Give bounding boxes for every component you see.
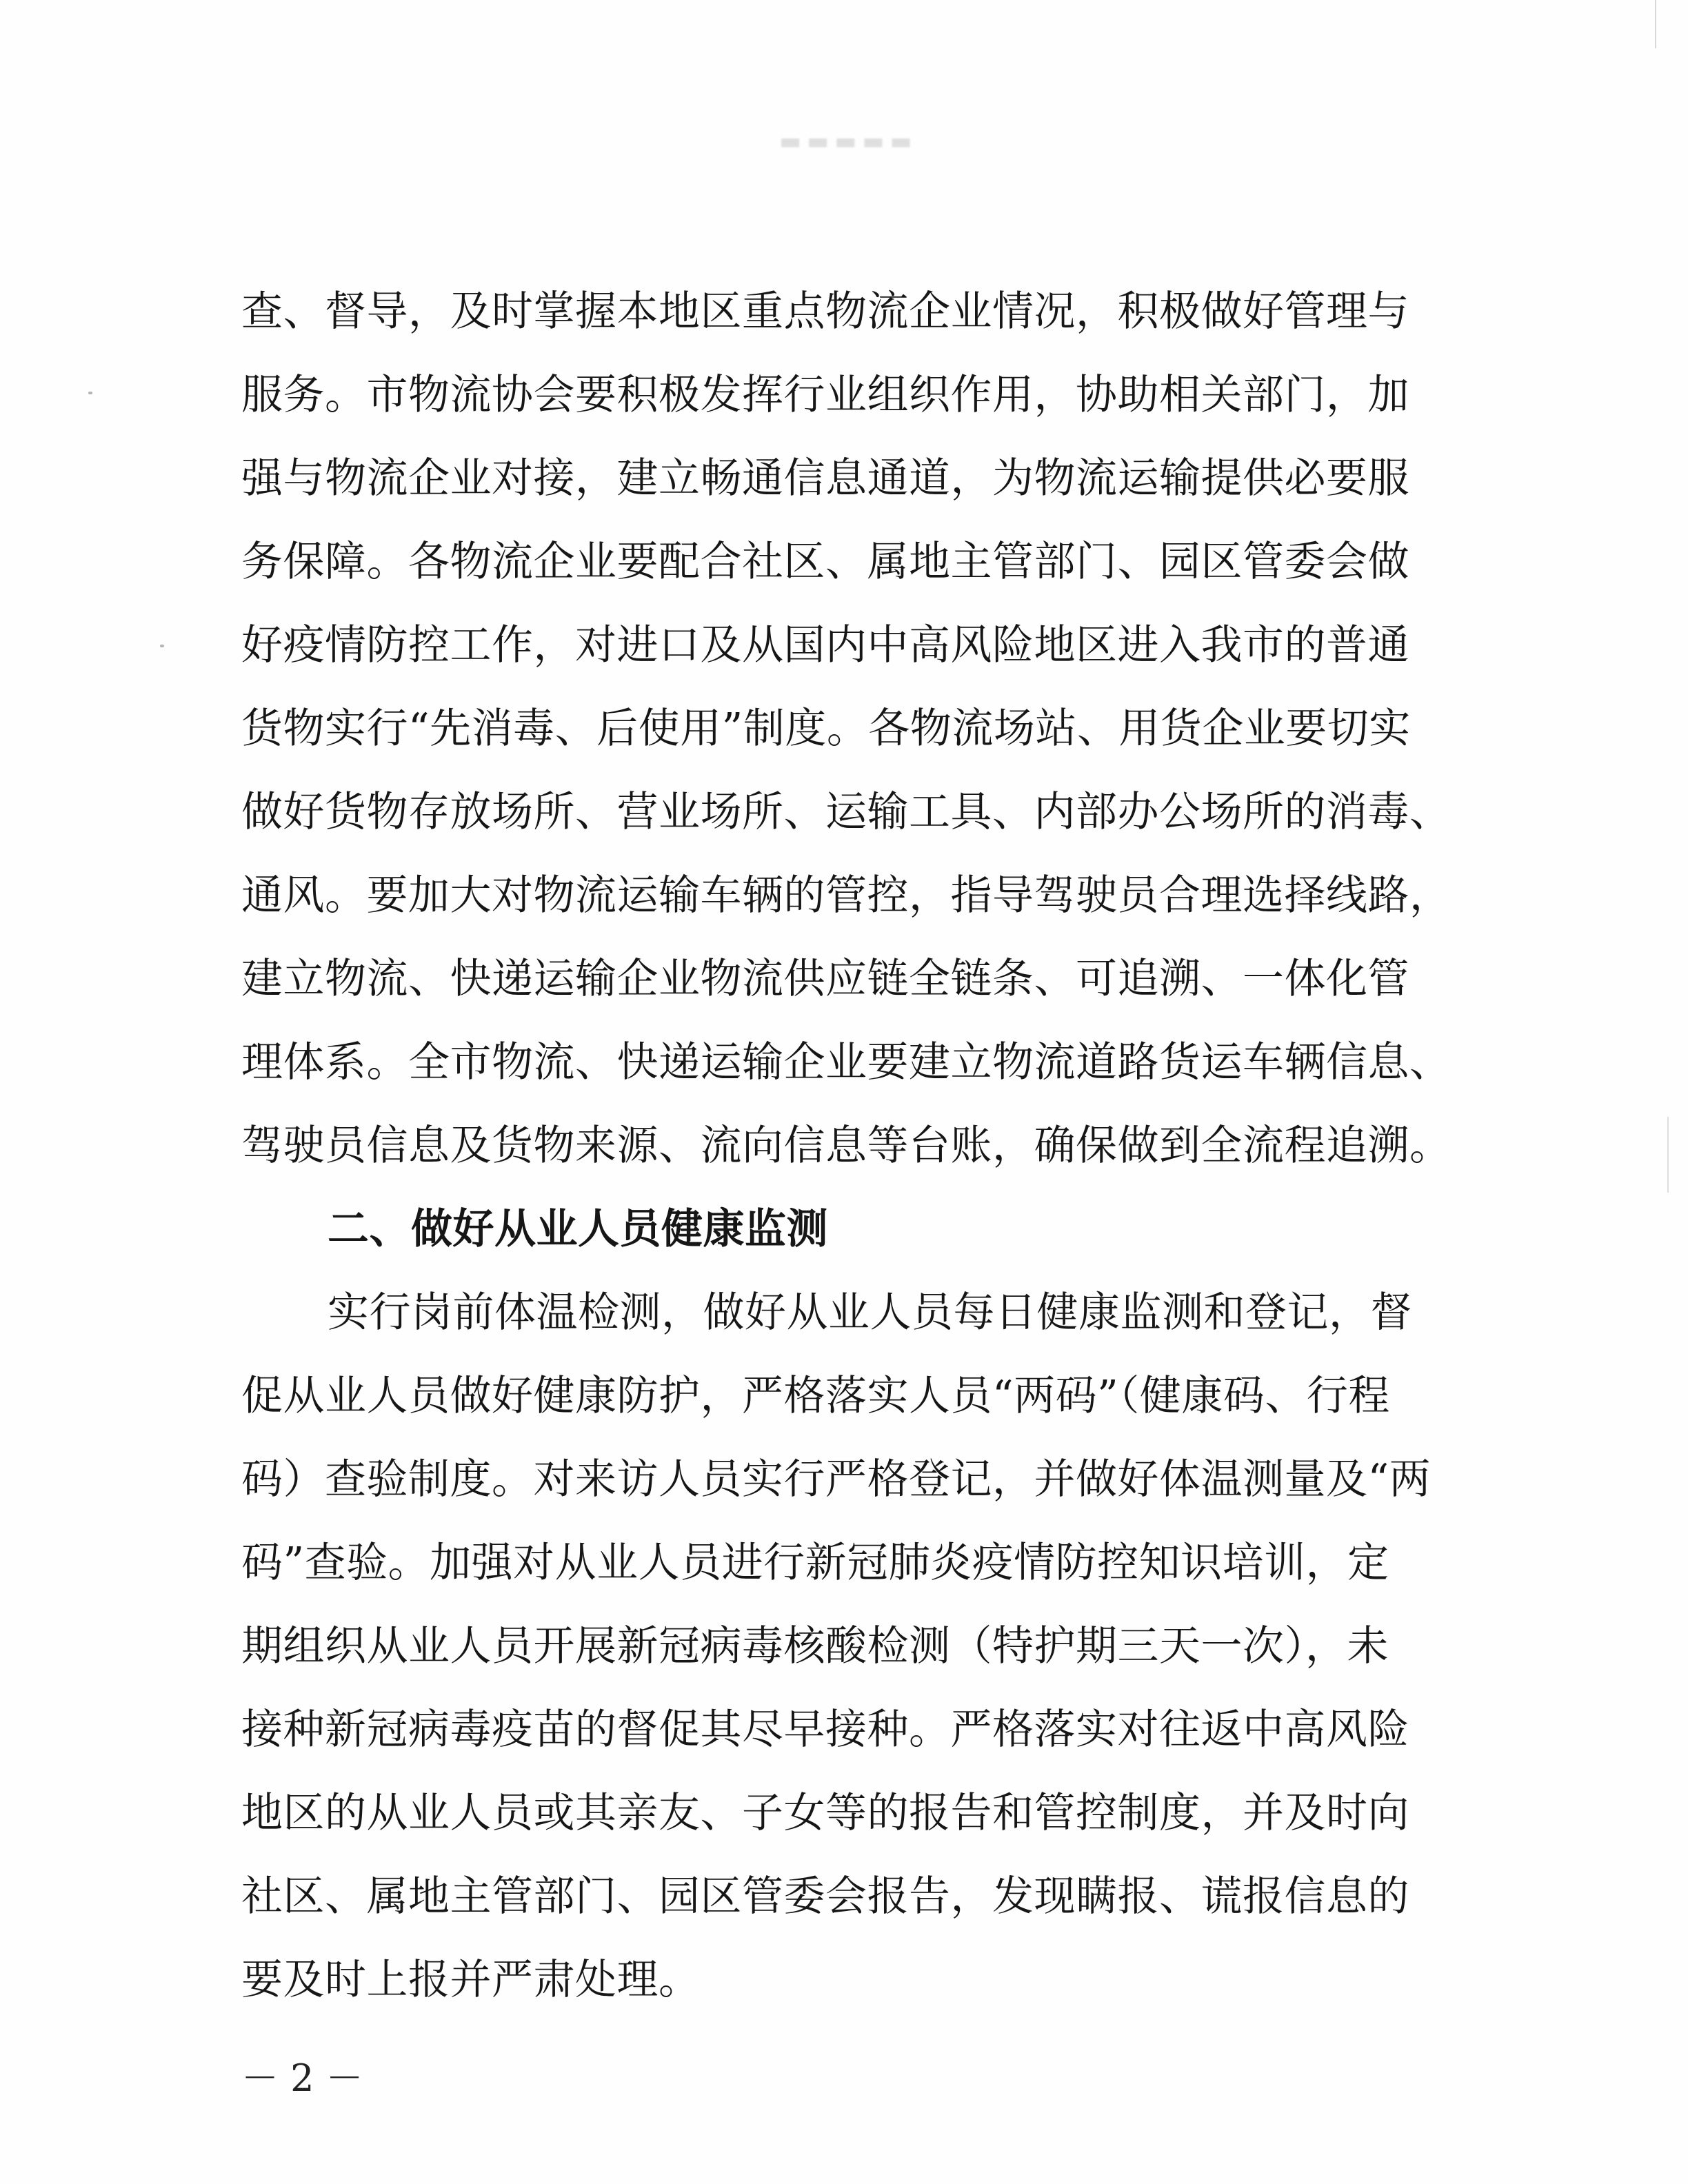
paragraph-line: 查、督导，及时掌握本地区重点物流企业情况，积极做好管理与 (241, 287, 1409, 336)
paragraph-line: 好疫情防控工作，对进口及从国内中高风险地区进入我市的普通 (241, 621, 1409, 669)
scan-edge-mark (1655, 0, 1656, 48)
paragraph-line: 接种新冠病毒疫苗的督促其尽早接种。严格落实对往返中高风险 (241, 1706, 1409, 1754)
paragraph-line: 服务。市物流协会要积极发挥行业组织作用，协助相关部门，加 (241, 371, 1409, 419)
faded-stamp-mark: ▬▬▬▬▬ (779, 128, 918, 155)
paragraph-line: 务保障。各物流企业要配合社区、属地主管部门、园区管委会做 (241, 538, 1409, 586)
page-number: － 2 － (241, 2056, 363, 2100)
paragraph-line: 码”查验。加强对从业人员进行新冠肺炎疫情防控知识培训，定 (241, 1539, 1389, 1587)
paragraph-line: 理体系。全市物流、快递运输企业要建立物流道路货运车辆信息、 (241, 1038, 1451, 1086)
scan-speck (160, 645, 164, 647)
paragraph-line: 建立物流、快递运输企业物流供应链全链条、可追溯、一体化管 (241, 955, 1409, 1003)
paragraph-line: 驾驶员信息及货物来源、流向信息等台账，确保做到全流程追溯。 (241, 1122, 1451, 1170)
scan-speck (88, 392, 92, 394)
paragraph-line: 货物实行“先消毒、后使用”制度。各物流场站、用货企业要切实 (241, 705, 1411, 753)
body-text (241, 270, 1451, 2022)
paragraph-line: 码）查验制度。对来访人员实行严格登记，并做好体温测量及“两 (241, 1455, 1431, 1504)
paragraph-line: 实行岗前体温检测，做好从业人员每日健康监测和登记，督 (328, 1288, 1412, 1337)
scan-edge-mark (1667, 1117, 1669, 1193)
paragraph-line: 通风。要加大对物流运输车辆的管控，指导驾驶员合理选择线路， (241, 871, 1451, 920)
paragraph-line: 强与物流企业对接，建立畅通信息通道，为物流运输提供必要服 (241, 454, 1409, 503)
paragraph-line: 要及时上报并严肃处理。 (241, 1956, 701, 2004)
paragraph-line: 期组织从业人员开展新冠病毒核酸检测（特护期三天一次），未 (241, 1622, 1389, 1670)
paragraph-line: 社区、属地主管部门、园区管委会报告，发现瞒报、谎报信息的 (241, 1872, 1409, 1921)
paragraph-line: 促从业人员做好健康防护，严格落实人员“两码”（健康码、行程 (241, 1372, 1390, 1420)
paragraph-line: 做好货物存放场所、营业场所、运输工具、内部办公场所的消毒、 (241, 788, 1451, 836)
paragraph-line: 地区的从业人员或其亲友、子女等的报告和管控制度，并及时向 (241, 1789, 1409, 1837)
section-heading: 二、做好从业人员健康监测 (328, 1205, 828, 1253)
